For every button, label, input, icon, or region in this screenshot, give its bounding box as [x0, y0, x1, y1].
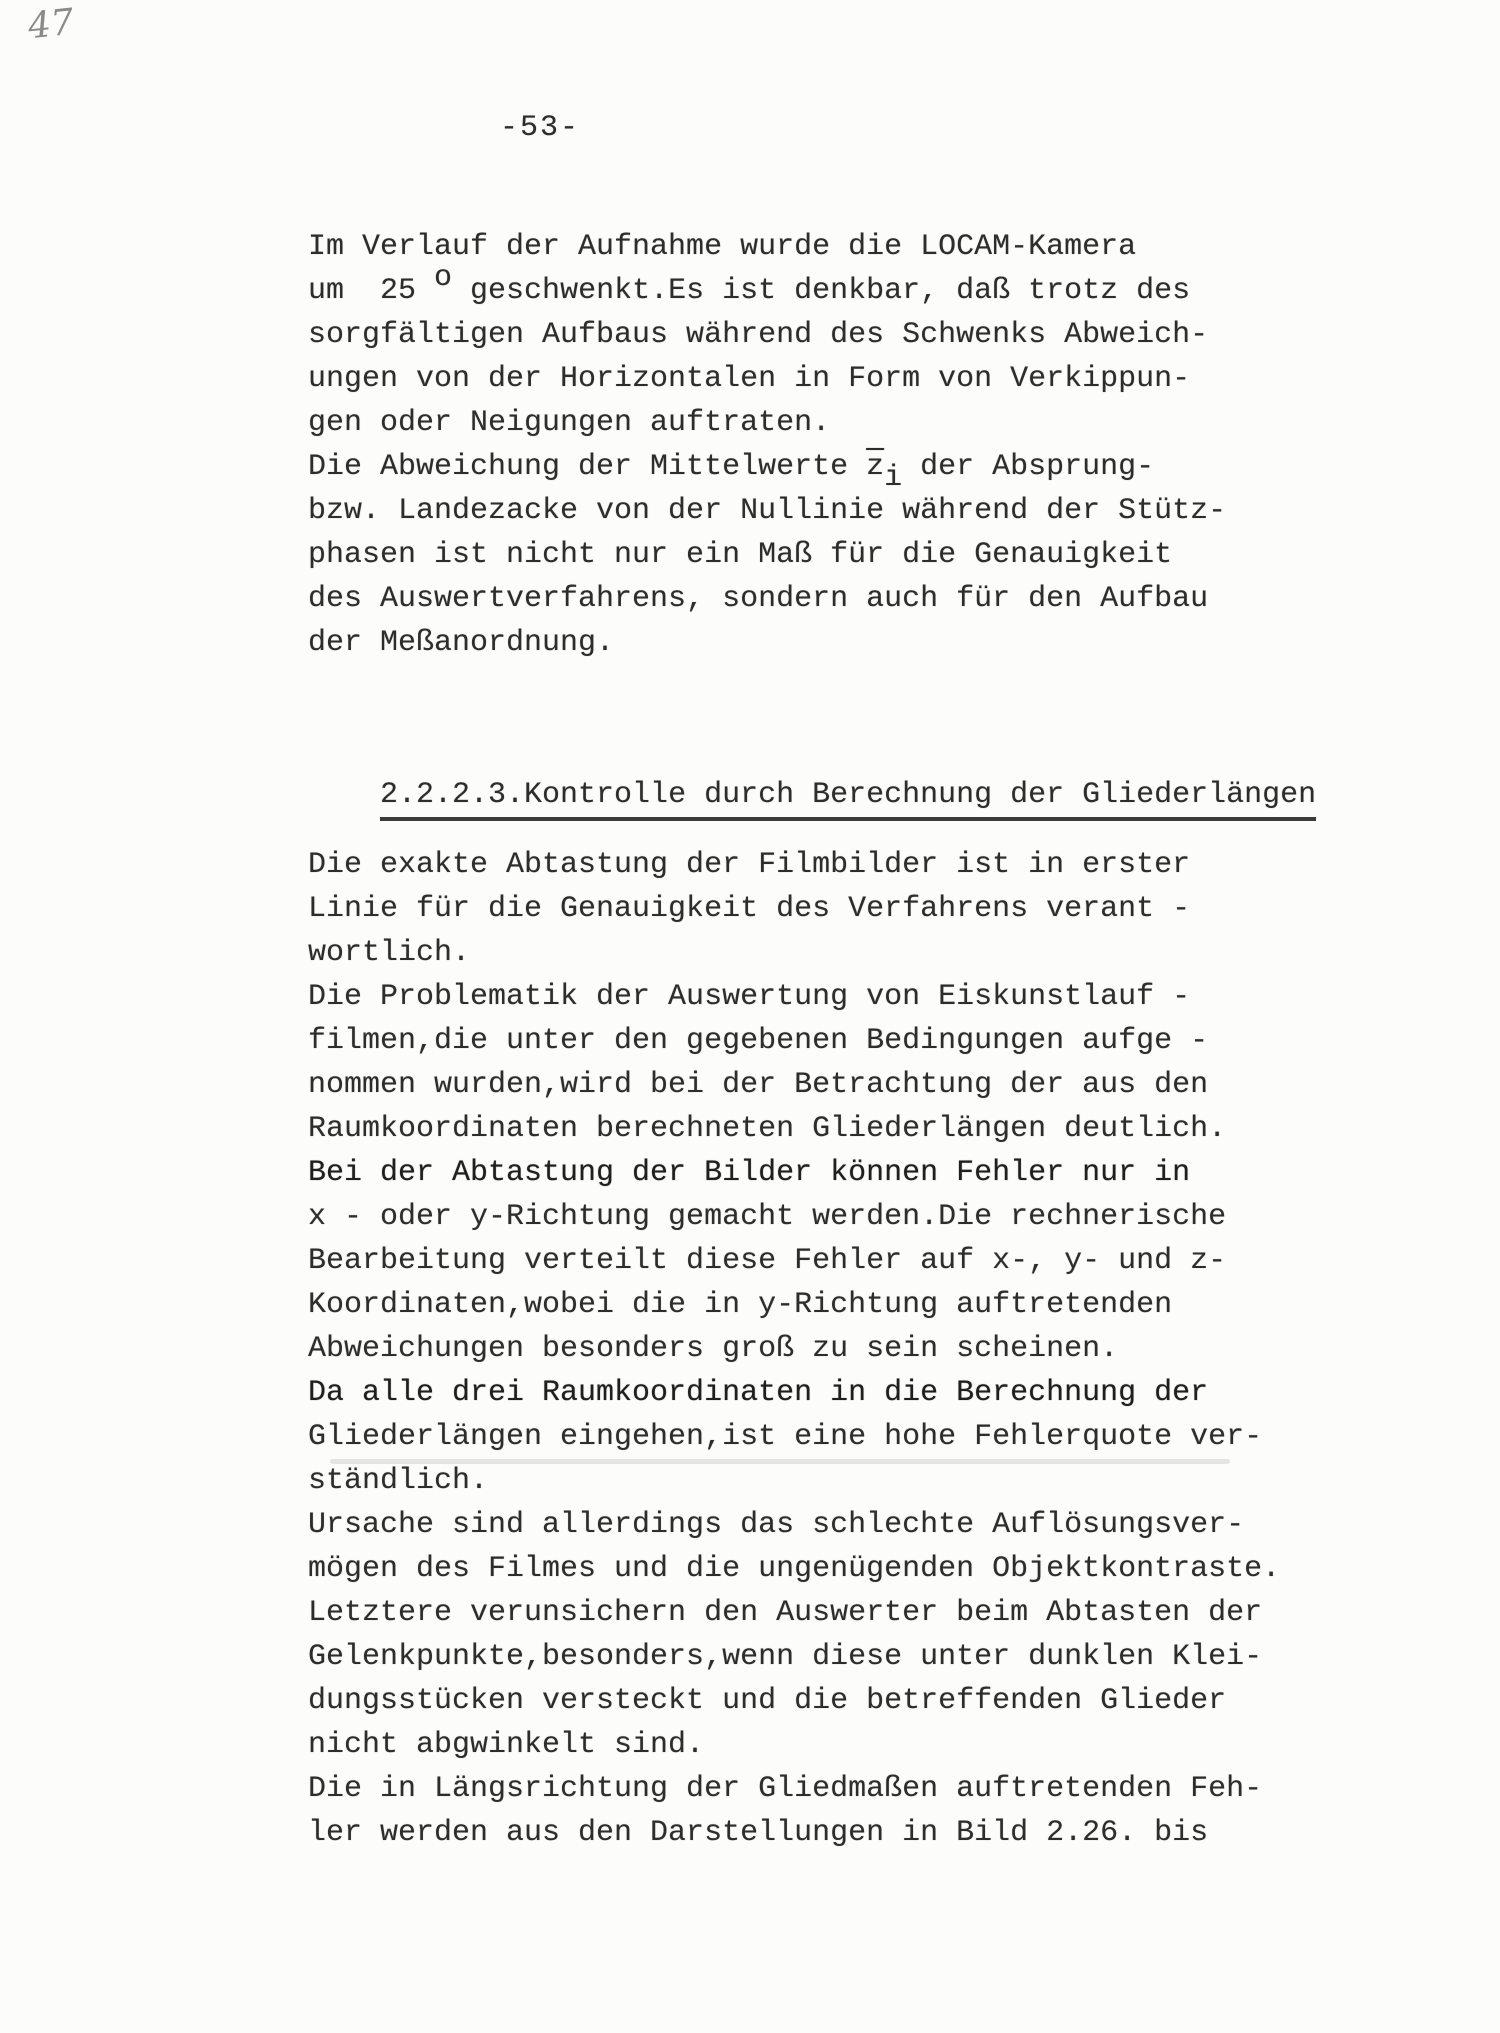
text-line: gen oder Neigungen auftraten.: [308, 406, 831, 440]
text-line: phasen ist nicht nur ein Maß für die Genauigkeit: [308, 538, 1173, 572]
text-line: bzw. Landezacke von der Nullinie während der Stütz-: [308, 494, 1227, 528]
text-line: ständlich.: [308, 1464, 489, 1498]
text-line: Die Problematik der Auswertung von Eiskunstlauf -: [308, 980, 1191, 1014]
handwritten-page-note: 47: [25, 1, 76, 48]
text-line: Gliederlängen eingehen,ist eine hohe Fehlerquote ver-: [308, 1420, 1263, 1454]
text-line: um 25 o geschwenkt.Es ist denkbar, daß trotz des: [308, 269, 1226, 313]
text-line: der Meßanordnung.: [308, 626, 615, 660]
text-line: x - oder y-Richtung gemacht werden.Die rechnerische: [308, 1200, 1227, 1234]
text-line: Die in Längsrichtung der Gliedmaßen auftretenden Feh-: [308, 1772, 1263, 1806]
page-number: -53-: [500, 111, 581, 145]
text-line: wortlich.: [308, 936, 471, 970]
text-line: mögen des Filmes und die ungenügenden Objektkontraste.: [308, 1552, 1281, 1586]
degree-superscript: o: [434, 260, 453, 295]
text-line: Die Abweichung der Mittelwerte $\overline{z}i$ der Absprung-: [308, 445, 1226, 489]
text-line: Die exakte Abtastung der Filmbilder ist in erster: [308, 848, 1191, 882]
text-line: Bei der Abtastung der Bilder können Fehler nur in: [308, 1156, 1191, 1190]
text-line: Koordinaten,wobei die in y-Richtung auftretenden: [308, 1288, 1173, 1322]
text-line: Ursache sind allerdings das schlechte Auflösungsver-: [308, 1508, 1245, 1542]
text-line: Raumkoordinaten berechneten Gliederlängen deutlich.: [308, 1112, 1227, 1146]
section-heading-text: 2.2.2.3.Kontrolle durch Berechnung der Gliederlängen: [380, 778, 1316, 821]
text-line: ler werden aus den Darstellungen in Bild 2.26. bis: [308, 1816, 1209, 1850]
text-line: Linie für die Genauigkeit des Verfahrens verant -: [308, 892, 1191, 926]
text-line: Letztere verunsichern den Auswerter beim Abtasten der: [308, 1596, 1263, 1630]
index-subscript: i: [884, 460, 903, 495]
intro-paragraph: [308, 225, 1226, 665]
text-line: Da alle drei Raumkoordinaten in die Berechnung der: [308, 1376, 1209, 1410]
text-line: sorgfältigen Aufbaus während des Schwenks Abweich-: [308, 318, 1209, 352]
text-line: des Auswertverfahrens, sondern auch für den Aufbau: [308, 582, 1209, 616]
z-mean-symbol: $\overline{z}$: [866, 450, 885, 484]
section-heading: [308, 744, 1316, 846]
text-line: Bearbeitung verteilt diese Fehler auf x-, y- und z-: [308, 1244, 1227, 1278]
text-line: Abweichungen besonders groß zu sein scheinen.: [308, 1332, 1119, 1366]
text-line: filmen,die unter den gegebenen Bedingungen aufge -: [308, 1024, 1209, 1058]
text-line: dungsstücken versteckt und die betreffenden Glieder: [308, 1684, 1227, 1718]
body-paragraph: [308, 843, 1280, 1855]
text-line: nommen wurden,wird bei der Betrachtung der aus den: [308, 1068, 1209, 1102]
text-line: Im Verlauf der Aufnahme wurde die LOCAM-Kamera: [308, 230, 1137, 264]
text-line: Gelenkpunkte,besonders,wenn diese unter dunklen Klei-: [308, 1640, 1263, 1674]
text-line: nicht abgwinkelt sind.: [308, 1728, 705, 1762]
scan-smudge-artifact: [330, 1459, 1230, 1464]
text-line: ungen von der Horizontalen in Form von Verkippun-: [308, 362, 1191, 396]
